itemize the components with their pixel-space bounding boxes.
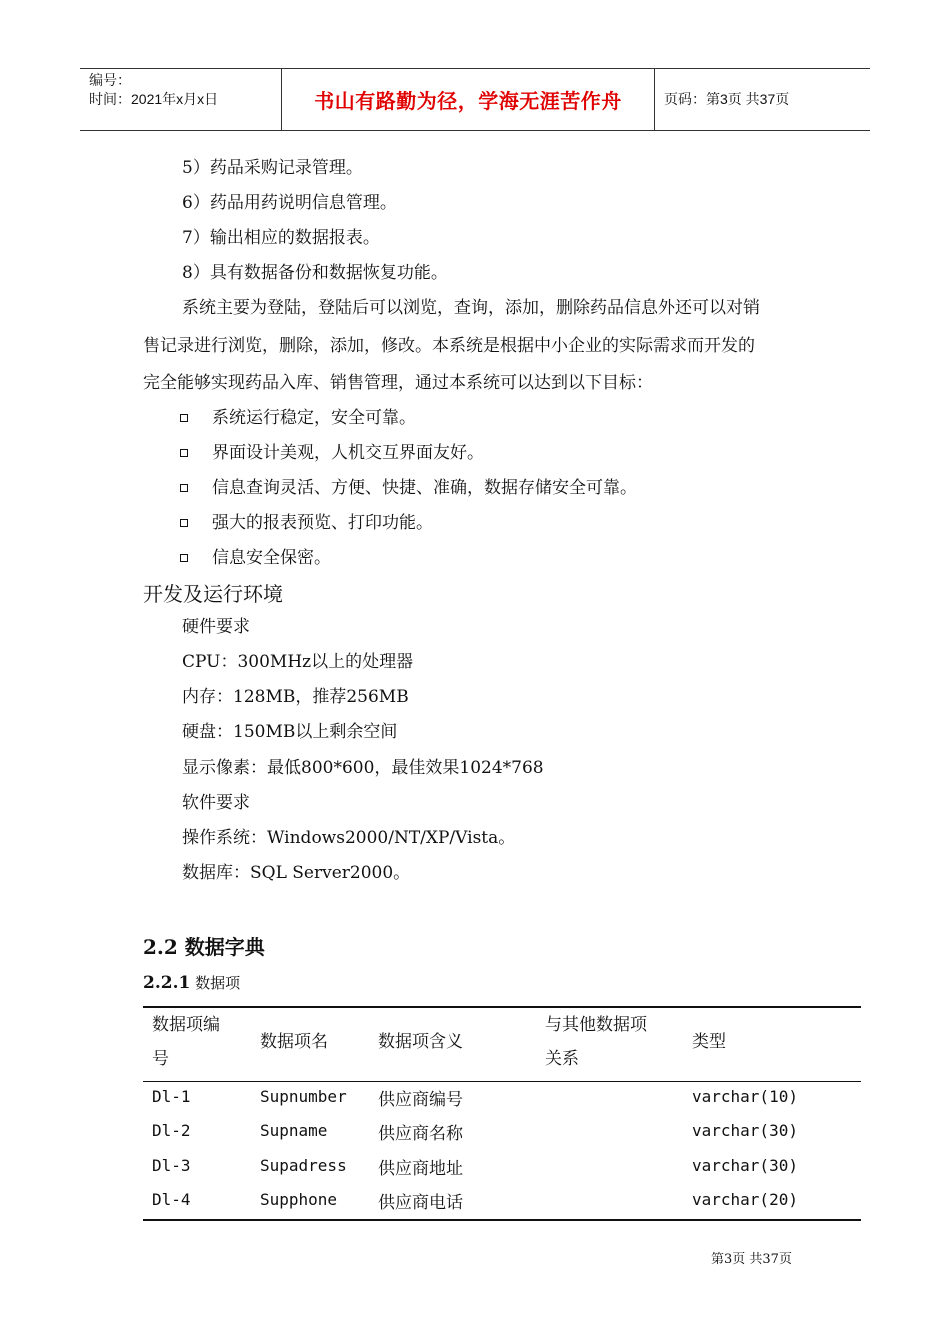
paragraph-line: 售记录进行浏览，删除，添加，修改。本系统是根据中小企业的实际需求而开发的	[143, 336, 755, 356]
table-cell: Dl-4	[152, 1190, 191, 1209]
table-header-cell: 数据项含义	[378, 1032, 463, 1052]
env-line: 内存：128MB，推荐256MB	[182, 687, 409, 707]
table-header-cell: 数据项名	[260, 1032, 328, 1052]
checkbox-bullet-icon	[180, 484, 188, 492]
header-motto: 书山有路勤为径，学海无涯苦作舟	[314, 89, 622, 113]
env-line: 显示像素：最低800*600，最佳效果1024*768	[182, 758, 544, 778]
paragraph-line: 完全能够实现药品入库、销售管理，通过本系统可以达到以下目标：	[143, 373, 653, 393]
list-item: 7）输出相应的数据报表。	[182, 228, 380, 248]
checkbox-bullet-icon	[180, 519, 188, 527]
section-title: 2.2 数据字典	[143, 935, 265, 959]
goal-item: 强大的报表预览、打印功能。	[212, 513, 433, 533]
table-header-rule	[143, 1081, 861, 1082]
env-heading: 开发及运行环境	[143, 582, 283, 606]
env-line: 操作系统：Windows2000/NT/XP/Vista。	[182, 828, 516, 848]
goal-item: 系统运行稳定，安全可靠。	[212, 408, 416, 428]
list-item: 6）药品用药说明信息管理。	[182, 193, 397, 213]
header-meta	[89, 71, 218, 109]
table-cell: Supadress	[260, 1156, 347, 1175]
table-header-cell: 类型	[692, 1032, 726, 1052]
table-cell: Supphone	[260, 1190, 338, 1209]
table-cell: Supname	[260, 1121, 328, 1140]
env-line: 软件要求	[182, 793, 250, 813]
subsection-number: 2.2.1	[143, 973, 191, 993]
env-line: 硬件要求	[182, 617, 250, 637]
page-header	[80, 68, 870, 131]
env-line: 数据库：SQL Server2000。	[182, 863, 411, 883]
table-header-cell: 与其他数据项	[545, 1015, 647, 1035]
env-line: 硬盘：150MB以上剩余空间	[182, 722, 398, 742]
table-cell: Supnumber	[260, 1087, 347, 1106]
goal-item: 界面设计美观，人机交互界面友好。	[212, 443, 484, 463]
table-bottom-rule	[143, 1219, 861, 1221]
table-header-cell: 数据项编	[152, 1015, 220, 1035]
table-cell: Dl-3	[152, 1156, 191, 1175]
table-cell: 供应商名称	[378, 1124, 463, 1144]
env-line: CPU：300MHz以上的处理器	[182, 652, 414, 672]
header-divider	[654, 69, 655, 130]
checkbox-bullet-icon	[180, 554, 188, 562]
page-footer: 第3页 共37页	[711, 1252, 792, 1267]
table-cell: varchar(30)	[692, 1121, 798, 1140]
table-cell: 供应商编号	[378, 1090, 463, 1110]
goal-item: 信息查询灵活、方便、快捷、准确，数据存储安全可靠。	[212, 478, 637, 498]
goal-item: 信息安全保密。	[212, 548, 331, 568]
table-header-cell: 号	[152, 1049, 169, 1069]
table-cell: varchar(30)	[692, 1156, 798, 1175]
subsection-title	[143, 972, 240, 993]
table-cell: 供应商电话	[378, 1193, 463, 1213]
list-item: 8）具有数据备份和数据恢复功能。	[182, 263, 448, 283]
header-time: 时间：2021年x月x日	[89, 91, 219, 107]
checkbox-bullet-icon	[180, 414, 188, 422]
table-cell: 供应商地址	[378, 1159, 463, 1179]
table-cell: Dl-2	[152, 1121, 191, 1140]
header-number: 编号：	[89, 72, 131, 88]
list-item: 5）药品采购记录管理。	[182, 158, 363, 178]
paragraph-line: 系统主要为登陆，登陆后可以浏览，查询，添加，删除药品信息外还可以对销	[182, 298, 760, 318]
table-cell: varchar(20)	[692, 1190, 798, 1209]
checkbox-bullet-icon	[180, 449, 188, 457]
header-page-info: 页码：第3页 共37页	[664, 91, 790, 107]
table-header-cell: 关系	[545, 1049, 579, 1069]
table-cell: varchar(10)	[692, 1087, 798, 1106]
subsection-label: 数据项	[195, 974, 241, 992]
table-top-rule	[143, 1006, 861, 1008]
table-cell: Dl-1	[152, 1087, 191, 1106]
